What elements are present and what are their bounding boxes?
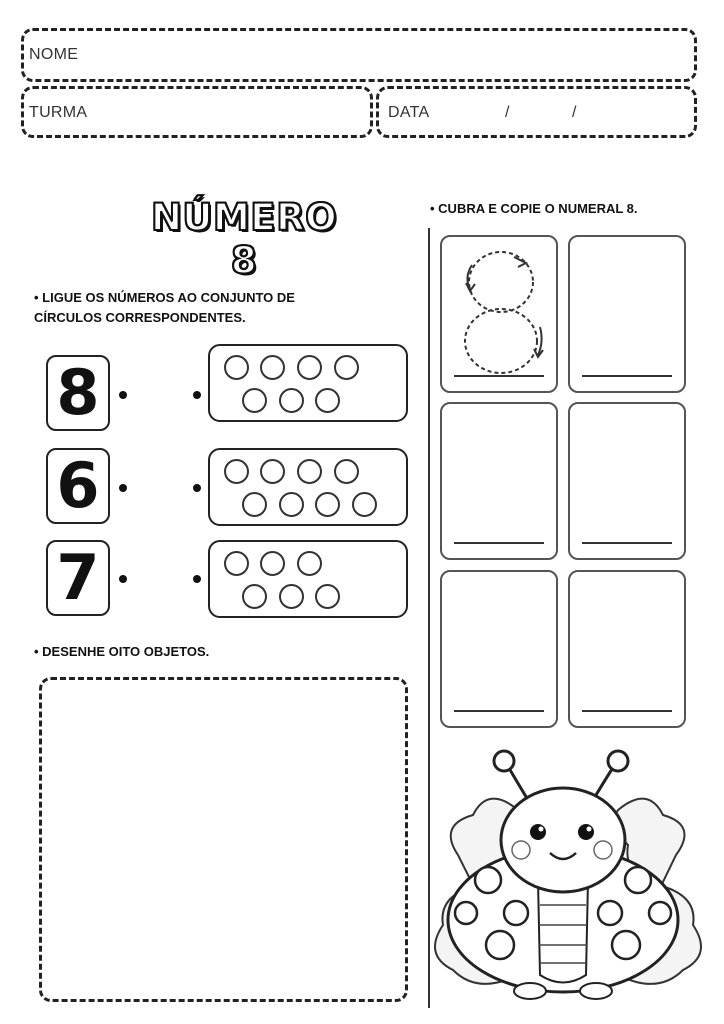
dashed-eight-icon (442, 237, 560, 395)
trace-card[interactable] (568, 402, 686, 560)
writing-line (454, 375, 544, 377)
writing-line (582, 375, 672, 377)
circle (224, 551, 249, 576)
circle (242, 584, 267, 609)
writing-line (582, 710, 672, 712)
page-title: NÚMERO 8 (150, 196, 338, 282)
writing-line (582, 542, 672, 544)
writing-line (454, 710, 544, 712)
circle-set-box[interactable] (208, 344, 408, 422)
circle (297, 459, 322, 484)
draw-instruction: • DESENHE OITO OBJETOS. (34, 644, 210, 659)
writing-line (454, 542, 544, 544)
circle (315, 388, 340, 413)
trace-card[interactable] (440, 570, 558, 728)
circle (242, 492, 267, 517)
circle (224, 355, 249, 380)
trace-instruction: • CUBRA E COPIE O NUMERAL 8. (430, 201, 638, 216)
class-field[interactable] (21, 86, 373, 138)
drawing-area[interactable] (39, 677, 408, 1002)
circle (352, 492, 377, 517)
ladybug-illustration (418, 745, 718, 1015)
class-label: TURMA (29, 104, 88, 121)
circle (334, 355, 359, 380)
circle-set-box[interactable] (208, 448, 408, 526)
connect-dot[interactable] (193, 484, 201, 492)
number-card[interactable]: 8 (46, 355, 110, 431)
circle (279, 388, 304, 413)
circle (315, 492, 340, 517)
circle (279, 584, 304, 609)
number-card[interactable]: 6 (46, 448, 110, 524)
connect-dot[interactable] (193, 575, 201, 583)
connect-dot[interactable] (119, 391, 127, 399)
circle (224, 459, 249, 484)
circle (260, 355, 285, 380)
date-field[interactable] (376, 86, 697, 138)
date-separator: / (505, 104, 510, 121)
circle (334, 459, 359, 484)
circle (242, 388, 267, 413)
trace-card[interactable] (568, 570, 686, 728)
connect-instruction: • LIGUE OS NÚMEROS AO CONJUNTO DE CÍRCULOS CORRESPONDENTES. (34, 290, 295, 325)
trace-card[interactable] (440, 235, 558, 393)
circle (260, 551, 285, 576)
trace-card[interactable] (568, 235, 686, 393)
connect-dot[interactable] (119, 484, 127, 492)
date-label: DATA (388, 104, 430, 121)
name-label: NOME (29, 46, 79, 63)
circle-set-box[interactable] (208, 540, 408, 618)
date-separator: / (572, 104, 577, 121)
circle (297, 551, 322, 576)
number-card[interactable]: 7 (46, 540, 110, 616)
circle (297, 355, 322, 380)
circle (315, 584, 340, 609)
circle (260, 459, 285, 484)
connect-dot[interactable] (119, 575, 127, 583)
trace-card[interactable] (440, 402, 558, 560)
connect-dot[interactable] (193, 391, 201, 399)
circle (279, 492, 304, 517)
name-field[interactable] (21, 28, 697, 82)
